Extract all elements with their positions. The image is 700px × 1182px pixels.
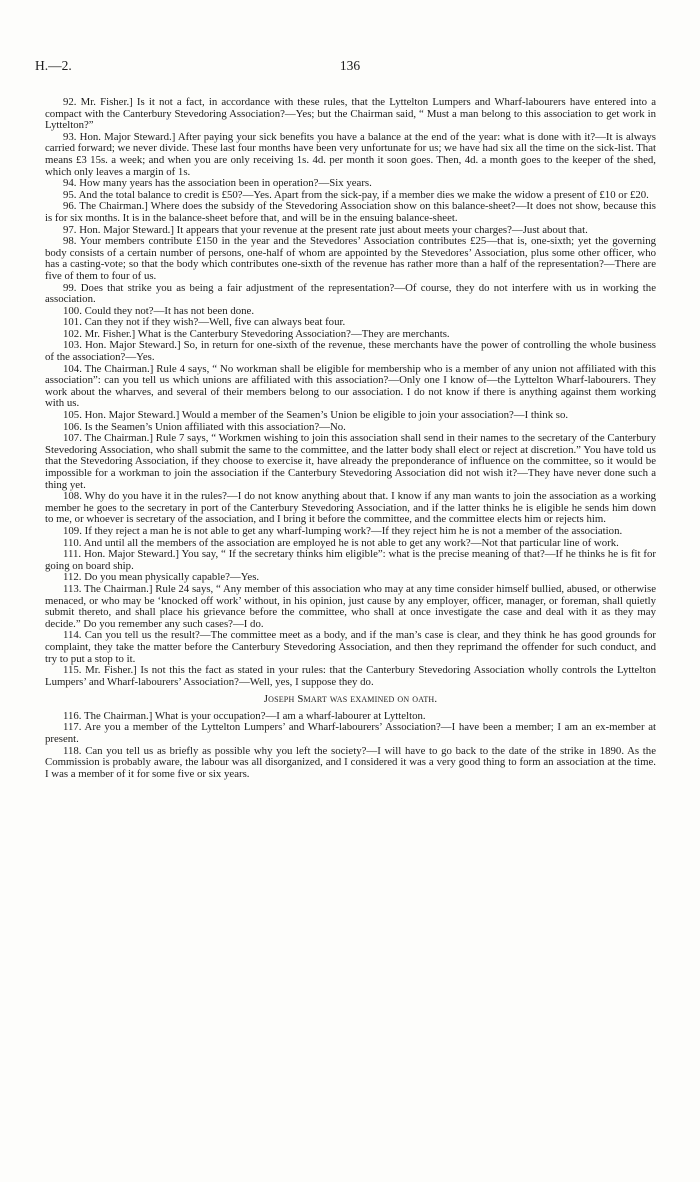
question-113: 113. The Chairman.] Rule 24 says, “ Any member of this association who may at any time consider himself bullied, abused, or otherwise menaced, or who may be ‘knocked off work’ without, in his opinion, just cause by any employer, officer, manager, or foreman, shall quietly submit thereto, and shall place his grievance before the committee, who shall at once investigate the case and deal with it as they may decide.” Do you remember any such cases?—I do. [45,582,656,630]
question-93: 93. Hon. Major Steward.] After paying your sick benefits you have a balance at the end of the year: what is done with it?—It is always carried forward; we never divide. These last four months have been very unfortunate for us; we have had six all the time on the sick-list. That means £3 15s. a week; and when you are only receiving 1s. 4d. per month it soon goes. Then, 4d. a month goes to the keeper of the shed, which only leaves a margin of 1s. [45,130,656,178]
page-body [45,97,656,780]
question-105: 105. Hon. Major Steward.] Would a member of the Seamen’s Union be eligible to join your association?—I think so. [63,409,569,422]
question-96: 96. The Chairman.] Where does the subsidy of the Stevedoring Association show on this balance-sheet?—It does not show, because this is for six months. It is in the balance-sheet before that, and will be in the ensuing balance-sheet. [45,200,656,224]
question-112: 112. Do you mean physically capable?—Yes. [63,571,260,584]
page-header [35,58,665,76]
question-100: 100. Could they not?—It has not been done. [63,304,255,317]
question-116: 116. The Chairman.] What is your occupation?—I am a wharf-labourer at Lyttelton. [63,709,426,722]
question-118: 118. Can you tell us as briefly as possible why you left the society?—I will have to go back to the date of the strike in 1890. As the Commission is probably aware, the labour was all disorganized, and I considered it was a very good thing to form an association at the time. I was a member of it for some five or six years. [45,744,656,780]
question-103: 103. Hon. Major Steward.] So, in return for one-sixth of the revenue, these merchants have the power of controlling the whole business of the association?—Yes. [45,339,656,364]
question-99: 99. Does that strike you as being a fair adjustment of the representation?—Of course, they do not interfere with us in working the association. [45,281,656,306]
page-number: 136 [339,58,361,73]
question-98: 98. Your members contribute £150 in the year and the Stevedores’ Association contributes £25—that is, one-sixth; yet the governing body consists of a certain number of persons, one-half of whom are appointed by the Stevedores’ Association, plus some other officer, who has a casting-vote; so that the body which contributes one-sixth of the revenue has rather more than a half of the representation?—There are five of them to four of us. [45,235,656,282]
question-109: 109. If they reject a man he is not able to get any wharf-lumping work?—If they reject him he is not a member of the association. [63,524,623,537]
question-111: 111. Hon. Major Steward.] You say, “ If the secretary thinks him eligible”: what is the precise meaning of that?—If he thinks he is fit for going on board ship. [45,548,656,572]
section-reference: H.—2. [35,58,72,73]
question-107: 107. The Chairman.] Rule 7 says, “ Workmen wishing to join this association shall send in their names to the secretary of the Canterbury Stevedoring Association, who shall submit the same to the committee, and the latter body shall elect or reject at discretion.” You have told us that the Stevedoring Association, if they choose to exercise it, have already the preponderance of influence on the committee, so it would be impossible for a workman to join the association if the Canterbury Stevedoring Association did not wish it?—They have never done such a thing yet. [45,432,656,491]
question-108: 108. Why do you have it in the rules?—I do not know anything about that. I know if any man wants to join the association as a working member he goes to the secretary in port of the Canterbury Stevedoring Association, and if the latter thinks he is eligible he sends him down to me, or whoever is secretary of the association, and I bring it before the committee, and the committee elects him or rejects him. [45,490,656,526]
examination-heading: Joseph Smart was examined on oath. [263,693,438,706]
question-115: 115. Mr. Fisher.] Is not this the fact as stated in your rules: that the Canterbury Stevedoring Association wholly controls the Lyttelton Lumpers’ and Wharf-labourers’ Association?—Well, yes, I suppose they do. [45,664,656,688]
question-92: 92. Mr. Fisher.] Is it not a fact, in accordance with these rules, that the Lyttelton Lumpers and Wharf-labourers have entered into a compact with the Canterbury Stevedoring Association?—Yes; but the Chairman said, “ Must a man belong to this association to get work in Lyttelton?” [45,96,656,132]
question-106: 106. Is the Seamen’s Union affiliated with this association?—No. [63,420,346,433]
question-97: 97. Hon. Major Steward.] It appears that your revenue at the present rate just about meets your charges?—Just about that. [63,223,588,236]
question-114: 114. Can you tell us the result?—The committee meet as a body, and if the man’s case is clear, and they think he has good grounds for complaint, they take the matter before the Canterbury Stevedoring Association, and then they reprimand the offender for such conduct, and try to put a stop to it. [45,629,656,665]
question-94: 94. How many years has the association been in operation?—Six years. [63,177,372,190]
question-110: 110. And until all the members of the association are employed he is not able to get any work?—Not that particular line of work. [63,536,619,549]
question-95: 95. And the total balance to credit is £50?—Yes. Apart from the sick-pay, if a member dies we make the widow a present of £10 or £20. [63,188,649,201]
question-117: 117. Are you a member of the Lyttelton Lumpers’ and Wharf-labourers’ Association?—I have been a member; I am an ex-member at present. [45,721,656,746]
question-102: 102. Mr. Fisher.] What is the Canterbury Stevedoring Association?—They are merchants. [63,327,450,340]
question-101: 101. Can they not if they wish?—Well, five can always beat four. [63,316,346,329]
question-104: 104. The Chairman.] Rule 4 says, “ No workman shall be eligible for membership who is a member of any union not affiliated with this association”: can you tell us which unions are affiliated with this association?—Only one I know of—the Lyttelton Wharf-labourers. They work about the wharves, and several of their members belong to our association. I do not know if there is anything against them working with us. [45,362,656,410]
